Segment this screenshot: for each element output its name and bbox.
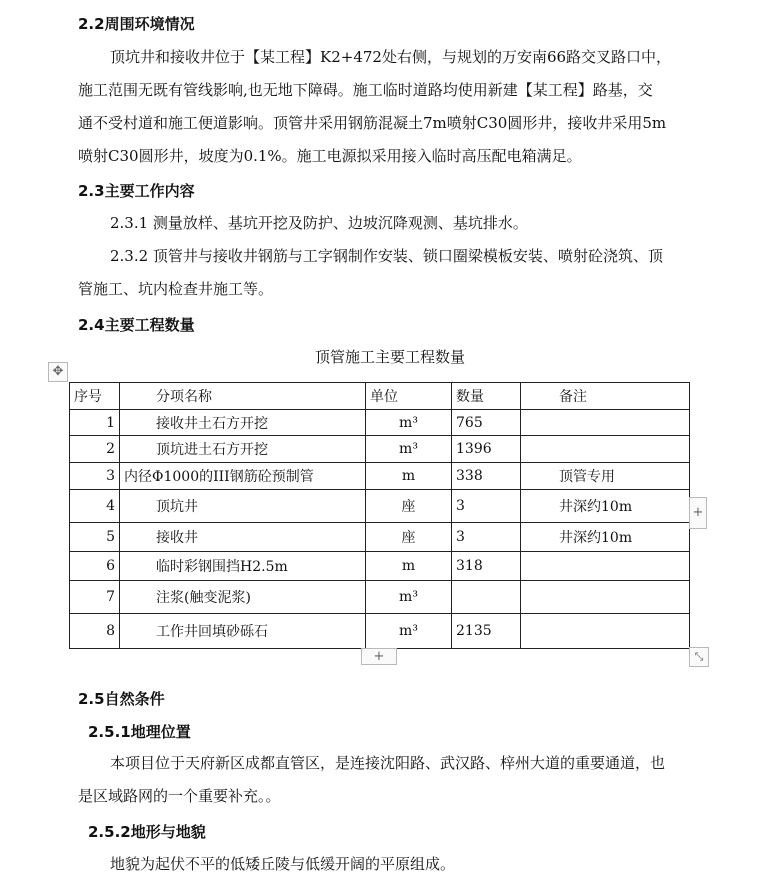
heading-2-5-1: 2.5.1地理位置: [88, 723, 191, 741]
cell-unit: 座: [366, 523, 452, 552]
cell-name: 接收井: [120, 523, 366, 552]
table-row: [70, 552, 690, 581]
work2-line-1: 2.3.2 顶管井与接收井钢筋与工字钢制作安装、锁口圈梁模板安装、喷射砼浇筑、顶: [110, 247, 663, 265]
env-line-1: 顶坑井和接收井位于【某工程】K2+472处右侧，与规划的万安南66路交叉路口中，: [110, 48, 672, 66]
cell-note: [521, 581, 690, 614]
cell-unit: m³: [366, 436, 452, 463]
cell-unit: m: [366, 463, 452, 490]
cell-note: 井深约10m: [521, 523, 690, 552]
quantity-table: [69, 382, 690, 649]
cell-name: 临时彩钢围挡H2.5m: [120, 552, 366, 581]
cell-name: 顶坑进土石方开挖: [120, 436, 366, 463]
cell-name: 顶坑井: [120, 490, 366, 523]
work1-line: 2.3.1 测量放样、基坑开挖及防护、边坡沉降观测、基坑排水。: [110, 214, 528, 232]
table-row: [70, 410, 690, 436]
cell-no: 8: [70, 614, 120, 649]
cell-name: 工作井回填砂砾石: [120, 614, 366, 649]
cell-unit: m: [366, 552, 452, 581]
env-line-4: 喷射C30圆形井，坡度为0.1%。施工电源拟采用接入临时高压配电箱满足。: [78, 147, 582, 165]
header-no: 序号: [70, 383, 120, 410]
add-row-button[interactable]: +: [361, 648, 397, 665]
table-caption: 顶管施工主要工程数量: [314, 348, 465, 366]
cell-no: 6: [70, 552, 120, 581]
cell-name: 注浆(触变泥浆): [120, 581, 366, 614]
cell-note: [521, 436, 690, 463]
paragraph-work-2: [78, 240, 708, 306]
paragraph-work-1: [78, 207, 708, 240]
heading-2-2: 2.2周围环境情况: [78, 15, 195, 33]
table-row: [70, 490, 690, 523]
cell-note: [521, 552, 690, 581]
terrain-line: 地貌为起伏不平的低矮丘陵与低缓开阔的平原组成。: [110, 855, 456, 873]
table-move-handle[interactable]: ✥: [48, 362, 68, 382]
geo-line-1: 本项目位于天府新区成都直管区，是连接沈阳路、武汉路、梓州大道的重要通道，也: [110, 754, 666, 772]
cell-note: [521, 614, 690, 649]
cell-qty: 765: [452, 410, 521, 436]
cell-no: 7: [70, 581, 120, 614]
table-row: [70, 614, 690, 649]
cell-note: 井深约10m: [521, 490, 690, 523]
cell-no: 4: [70, 490, 120, 523]
geo-line-2: 是区域路网的一个重要补充。。: [78, 787, 281, 805]
work2-line-2: 管施工、坑内检查井施工等。: [78, 280, 274, 298]
env-line-2: 施工范围无既有管线影响,也无地下障碍。施工临时道路均使用新建【某工程】路基，交: [78, 81, 653, 99]
cell-unit: 座: [366, 490, 452, 523]
env-line-3: 通不受村道和施工便道影响。顶管井采用钢筋混凝土7m喷射C30圆形井，接收井采用5m: [78, 114, 667, 132]
cell-note: [521, 410, 690, 436]
heading-2-3: 2.3主要工作内容: [78, 182, 195, 200]
cell-qty: 2135: [452, 614, 521, 649]
table-row: [70, 436, 690, 463]
heading-2-5-2: 2.5.2地形与地貌: [88, 823, 206, 841]
heading-2-4: 2.4主要工程数量: [78, 316, 195, 334]
table-header-row: [70, 383, 690, 410]
header-unit: 单位: [366, 383, 452, 410]
cell-no: 3: [70, 463, 120, 490]
table-row: [70, 581, 690, 614]
cell-unit: m³: [366, 581, 452, 614]
table-row: [70, 523, 690, 552]
header-qty: 数量: [452, 383, 521, 410]
table-row: [70, 463, 690, 490]
cell-qty: 3: [452, 523, 521, 552]
cell-name: 接收井土石方开挖: [120, 410, 366, 436]
add-column-button[interactable]: +: [689, 497, 707, 529]
cell-note: 顶管专用: [521, 463, 690, 490]
cell-qty: 3: [452, 490, 521, 523]
cell-no: 2: [70, 436, 120, 463]
header-note: 备注: [521, 383, 690, 410]
table-resize-handle[interactable]: ⤡: [689, 647, 709, 667]
cell-name: 内径Φ1000的III钢筋砼预制管: [120, 463, 366, 490]
cell-qty: [452, 581, 521, 614]
cell-unit: m³: [366, 614, 452, 649]
paragraph-environment: [78, 41, 708, 173]
cell-no: 1: [70, 410, 120, 436]
paragraph-terrain: [78, 848, 708, 881]
header-name: 分项名称: [120, 383, 366, 410]
cell-no: 5: [70, 523, 120, 552]
heading-2-5: 2.5自然条件: [78, 690, 165, 708]
cell-qty: 318: [452, 552, 521, 581]
cell-unit: m³: [366, 410, 452, 436]
cell-qty: 1396: [452, 436, 521, 463]
paragraph-geo: [78, 747, 708, 813]
cell-qty: 338: [452, 463, 521, 490]
